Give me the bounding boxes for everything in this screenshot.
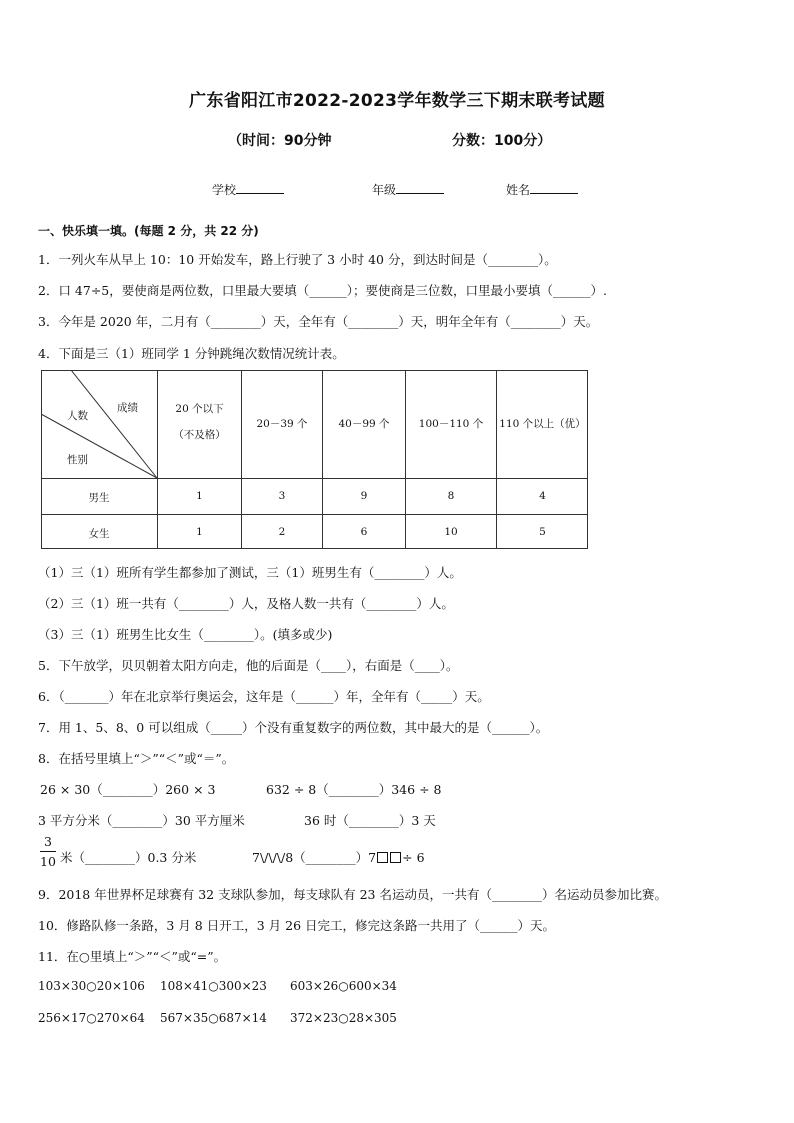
compare-item-right: ÷ 6 (402, 850, 425, 865)
question-5: 5．下午放学，贝贝朝着太阳方向走，他的后面是（____），右面是（____）。 (38, 658, 459, 673)
corner-label-count: 人数 (67, 410, 88, 422)
question-10: 10．修路队修一条路，3 月 8 日开工，3 月 26 日完工，修完这条路一共用了（______）天。 (38, 918, 556, 933)
table-cell: 2 (278, 526, 286, 538)
question-1: 1．一列火车从早上 10：10 开始发车，路上行驶了 3 小时 40 分，到达时间是（________）。 (38, 252, 557, 267)
question-11: 11．在○里填上“＞”“＜”或“=”。 (38, 949, 227, 964)
table-cell: 3 (278, 490, 286, 502)
school-blank[interactable] (236, 181, 284, 194)
compare-expression: 372×23○28×305 (290, 1011, 397, 1025)
question-4-sub-1: （1）三（1）班所有学生都参加了测试，三（1）班男生有（________）人。 (38, 565, 462, 580)
digit-box[interactable] (377, 852, 388, 863)
compare-expression: 567×35○687×14 (160, 1011, 267, 1025)
table-cell: 9 (360, 490, 368, 502)
compare-expression: 103×30○20×106 (38, 979, 145, 993)
compare-item: 632 ÷ 8（________）346 ÷ 8 (266, 782, 442, 797)
table-cell: 1 (196, 526, 203, 538)
compare-expression: 256×17○270×64 (38, 1011, 145, 1025)
corner-label-score: 成绩 (117, 402, 138, 414)
row-label-girls: 女生 (88, 528, 110, 540)
page-title: 广东省阳江市2022-2023学年数学三下期末联考试题 (189, 91, 605, 111)
table-cell: 1 (196, 490, 203, 502)
compare-item: 米（________）0.3 分米 (60, 850, 197, 865)
corner-label-gender: 性别 (67, 454, 88, 466)
name-field[interactable] (506, 181, 578, 198)
column-header-2: 40－99 个 (338, 418, 390, 430)
column-header-1: 20－39 个 (256, 418, 308, 430)
grade-label: 年级 (372, 183, 397, 197)
exam-time: （时间：90分钟 (228, 133, 332, 149)
question-7: 7．用 1、5、8、0 可以组成（_____）个没有重复数字的两位数，其中最大的是（______）。 (38, 720, 549, 735)
table-cell: 6 (360, 526, 368, 538)
compare-expression: 603×26○600×34 (290, 979, 397, 993)
compare-item: 3 平方分米（________）30 平方厘米 (38, 813, 245, 828)
compare-item-left: 7\/\/\/8（________）7 (252, 850, 377, 865)
column-header-3: 100－110 个 (418, 418, 484, 430)
question-9: 9．2018 年世界杯足球赛有 32 支球队参加，每支球队有 23 名运动员，一共有（________）名运动员参加比赛。 (38, 887, 667, 902)
question-3: 3．今年是 2020 年，二月有（________）天，全年有（________）天，明年全年有（________）天。 (38, 314, 599, 329)
question-4-sub-3: （3）三（1）班男生比女生（________）。(填多或少) (38, 627, 333, 642)
digit-box[interactable] (390, 852, 401, 863)
compare-item: 36 时（________）3 天 (304, 813, 436, 828)
question-2: 2．口 47÷5，要使商是两位数，口里最大要填（______）；要使商是三位数，口里最小要填（______）. (38, 283, 607, 298)
section-heading: 一、快乐填一填。(每题 2 分，共 22 分) (38, 224, 259, 238)
table-cell: 4 (539, 490, 546, 502)
grade-blank[interactable] (396, 181, 444, 194)
name-label: 姓名 (506, 183, 531, 197)
question-8: 8．在括号里填上“＞”“＜”或“＝”。 (38, 751, 235, 766)
question-4-sub-2: （2）三（1）班一共有（________）人，及格人数一共有（________）人。 (38, 596, 454, 611)
jump-rope-table (41, 370, 588, 549)
compare-expression: 108×41○300×23 (160, 979, 267, 993)
exam-score: 分数：100分） (452, 133, 552, 149)
grade-field[interactable] (372, 181, 444, 198)
question-6: 6．（_______）年在北京举行奥运会，这年是（______）年，全年有（_____）天。 (38, 689, 490, 704)
school-field[interactable] (212, 181, 284, 198)
fraction-numerator: 3 (40, 834, 56, 852)
fraction-denominator: 10 (40, 854, 56, 869)
column-header-0: 20 个以下 （不及格） (173, 403, 226, 441)
question-4: 4．下面是三（1）班同学 1 分钟跳绳次数情况统计表。 (38, 346, 345, 361)
compare-item-boxes (252, 848, 425, 866)
row-label-boys: 男生 (88, 492, 110, 504)
corner-diagonal-2 (41, 414, 157, 478)
table-cell: 10 (444, 526, 458, 538)
table-cell: 8 (447, 490, 455, 502)
compare-item: 26 × 30（________）260 × 3 (40, 782, 216, 797)
table-cell: 5 (539, 526, 546, 538)
fraction-three-tenths (40, 834, 56, 870)
table-grid (41, 370, 588, 549)
name-blank[interactable] (530, 181, 578, 194)
column-header-4: 110 个以上（优） (499, 418, 586, 430)
school-label: 学校 (212, 183, 237, 197)
